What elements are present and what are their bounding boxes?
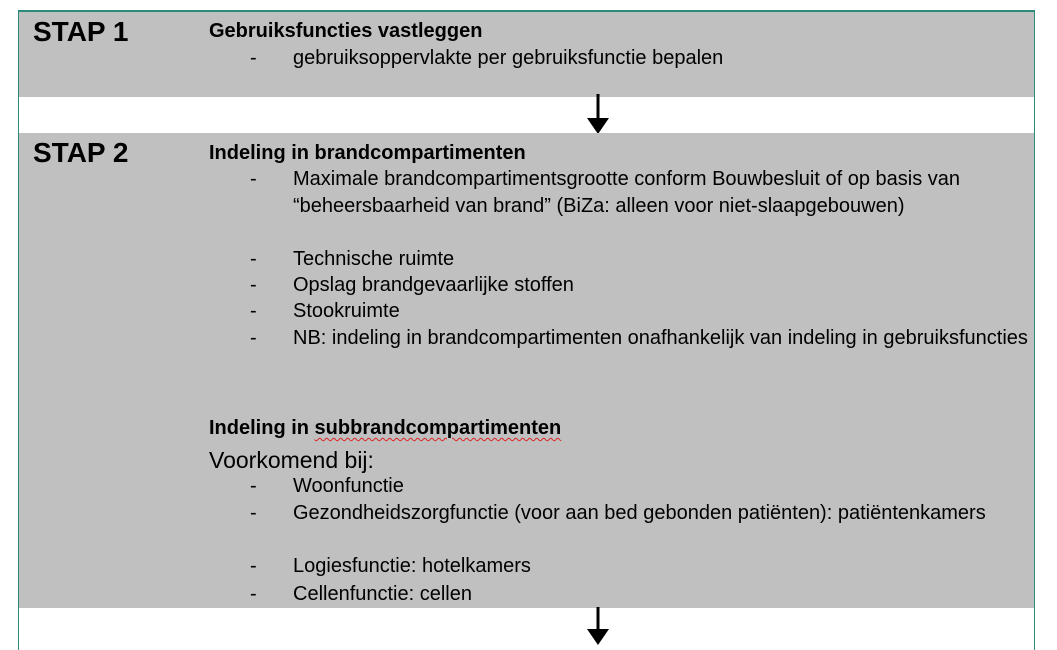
list-item-text: Opslag brandgevaarlijke stoffen	[293, 274, 574, 296]
step2-label: STAP 2	[33, 137, 129, 168]
list-item-text: Logiesfunctie: hotelkamers	[293, 555, 531, 577]
bullet-dash: -	[250, 475, 257, 497]
bullet-dash: -	[250, 47, 257, 69]
list-item	[250, 246, 1030, 273]
list-item	[250, 581, 1030, 608]
bullet-dash: -	[250, 168, 257, 190]
list-item	[250, 45, 1030, 72]
bullet-dash: -	[250, 583, 257, 605]
list-item-text: Gezondheidszorgfunctie (voor aan bed gebonden patiënten): patiëntenkamers	[293, 502, 986, 524]
sub-heading-word: subbrandcompartimenten	[314, 417, 562, 439]
arrow-down-icon	[587, 94, 609, 134]
list-item-text: gebruiksoppervlakte per gebruiksfunctie bepalen	[293, 47, 724, 69]
bullet-dash: -	[250, 300, 257, 322]
list-item	[250, 473, 1030, 500]
list-item-text: Maximale brandcompartimentsgrootte conform Bouwbesluit of op basis van “beheersbaarheid van brand” (BiZa: alleen voor niet-slaapgebouwen)	[293, 168, 960, 217]
list-item	[250, 500, 1030, 527]
list-item	[250, 553, 1030, 580]
sub-heading-prefix: Indeling in	[209, 417, 315, 439]
list-item	[250, 272, 1030, 299]
list-item	[250, 298, 1030, 325]
step1-heading: Gebruiksfuncties vastleggen	[209, 20, 483, 42]
list-item-text: NB: indeling in brandcompartimenten onafhankelijk van indeling in gebruiksfuncties	[293, 327, 1028, 349]
list-item-text: Woonfunctie	[293, 475, 404, 497]
step2-heading: Indeling in brandcompartimenten	[209, 142, 526, 164]
arrow-down-icon	[587, 607, 609, 645]
bullet-dash: -	[250, 274, 257, 296]
bullet-dash: -	[250, 327, 257, 349]
list-item-text: Stookruimte	[293, 300, 400, 322]
bullet-dash: -	[250, 555, 257, 577]
sub-heading	[209, 416, 561, 440]
step1-label: STAP 1	[33, 16, 129, 47]
list-item	[250, 325, 1030, 352]
bullet-dash: -	[250, 502, 257, 524]
list-item-text: Cellenfunctie: cellen	[293, 583, 472, 605]
bullet-dash: -	[250, 248, 257, 270]
list-item-text: Technische ruimte	[293, 248, 455, 270]
occurs-label: Voorkomend bij:	[209, 447, 374, 473]
list-item	[250, 166, 1030, 219]
